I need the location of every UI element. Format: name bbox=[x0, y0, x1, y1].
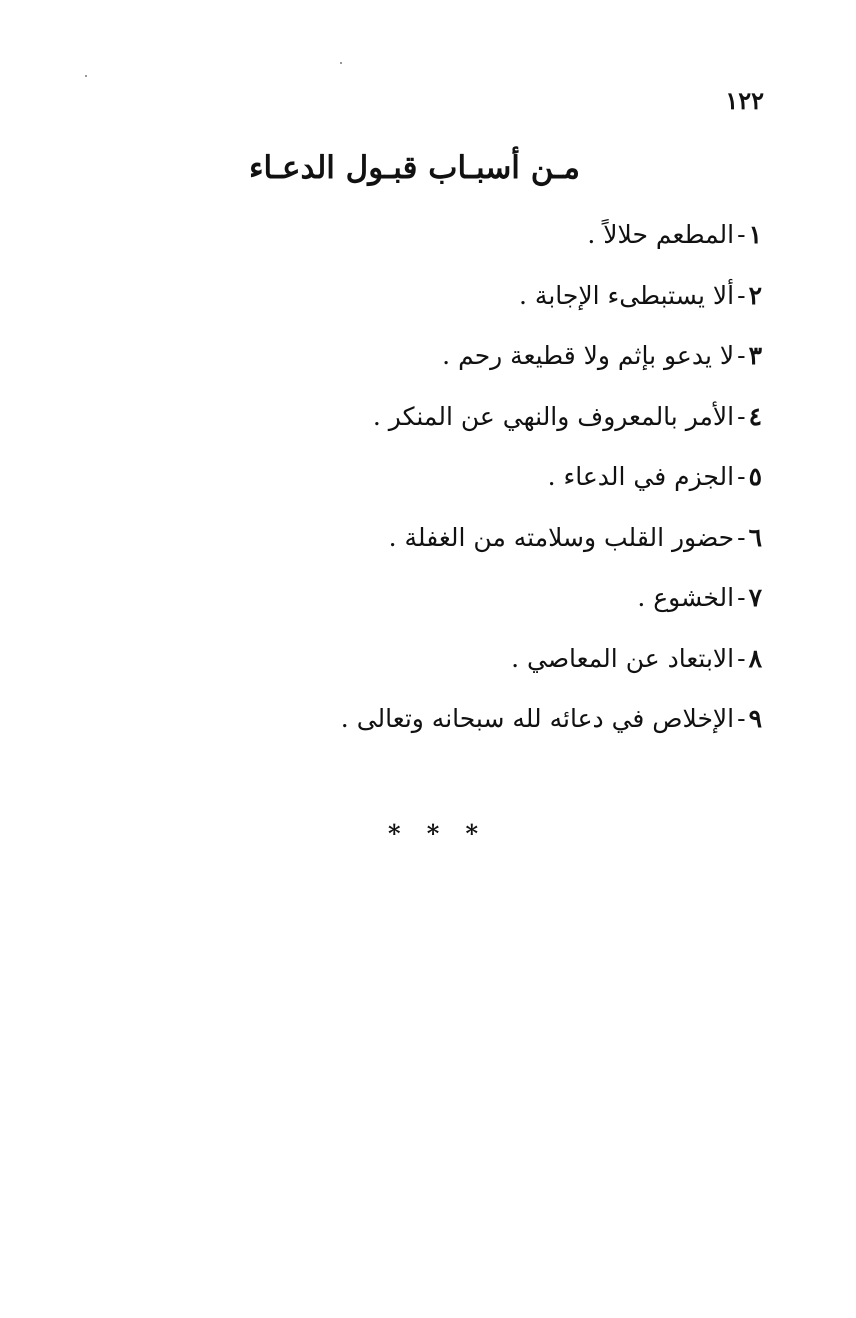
item-dash: - bbox=[737, 643, 746, 673]
item-text: الخشوع . bbox=[637, 583, 735, 612]
page-number: ١٢٢ bbox=[725, 86, 764, 115]
scan-speck bbox=[340, 62, 342, 64]
item-number: ٢ bbox=[748, 280, 762, 310]
item-number: ١ bbox=[748, 220, 762, 249]
item-number: ٣ bbox=[748, 341, 762, 370]
star-glyph: * bbox=[426, 819, 440, 848]
item-number: ٦ bbox=[748, 522, 762, 552]
section-separator bbox=[388, 819, 478, 848]
item-text: الأمر بالمعروف والنهي عن المنكر . bbox=[372, 401, 735, 431]
star-glyph: * bbox=[465, 819, 478, 848]
item-number: ٤ bbox=[748, 401, 762, 431]
item-dash: - bbox=[737, 401, 746, 431]
item-text: المطعم حلالاً . bbox=[587, 220, 735, 249]
item-dash: - bbox=[737, 583, 746, 612]
item-text: الابتعاد عن المعاصي . bbox=[511, 643, 735, 673]
item-text: الجزم في الدعاء . bbox=[547, 462, 735, 491]
item-text: الإخلاص في دعائه لله سبحانه وتعالى . bbox=[340, 704, 735, 733]
list-item bbox=[202, 273, 762, 334]
list-item bbox=[202, 575, 762, 636]
list-item bbox=[202, 394, 762, 455]
item-dash: - bbox=[737, 704, 746, 733]
star-glyph: * bbox=[388, 819, 401, 848]
list-item bbox=[202, 454, 762, 515]
item-text: ألا يستبطىء الإجابة . bbox=[519, 280, 735, 310]
item-dash: - bbox=[737, 462, 746, 491]
list-item bbox=[202, 515, 762, 576]
item-number: ٨ bbox=[748, 643, 762, 673]
item-dash: - bbox=[737, 341, 746, 370]
scan-speck bbox=[85, 75, 87, 77]
item-number: ٥ bbox=[748, 462, 762, 491]
list-item bbox=[202, 636, 762, 697]
list-item bbox=[202, 696, 762, 757]
list-item bbox=[202, 212, 762, 273]
item-dash: - bbox=[737, 280, 746, 310]
item-dash: - bbox=[737, 522, 746, 552]
item-number: ٧ bbox=[748, 583, 762, 612]
item-text: حضور القلب وسلامته من الغفلة . bbox=[388, 522, 735, 552]
page-title: مـن أسبـاب قبـول الدعـاء bbox=[248, 150, 580, 186]
list-item bbox=[202, 333, 762, 394]
list bbox=[202, 212, 762, 757]
item-text: لا يدعو بإثم ولا قطيعة رحم . bbox=[442, 341, 735, 370]
item-number: ٩ bbox=[748, 704, 762, 733]
item-dash: - bbox=[737, 220, 746, 249]
